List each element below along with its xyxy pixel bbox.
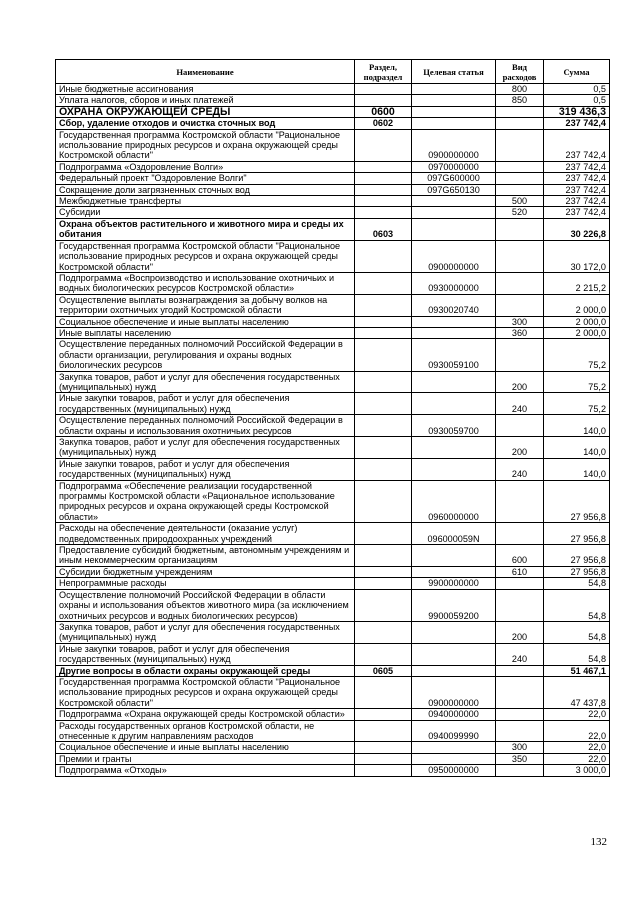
cell-target-article (412, 742, 496, 753)
cell-expense-type (496, 129, 544, 161)
cell-expense-type (496, 118, 544, 129)
cell-target-article: 9900059200 (412, 589, 496, 621)
cell-target-article: 0950000000 (412, 765, 496, 776)
table-row (56, 173, 610, 184)
cell-target-article: 0900000000 (412, 676, 496, 708)
cell-sum: 0,5 (544, 95, 610, 106)
cell-target-article (412, 196, 496, 207)
cell-section (355, 339, 412, 371)
cell-section (355, 161, 412, 172)
cell-expense-type: 500 (496, 196, 544, 207)
cell-name: Охрана объектов растительного и животного мира и среды их обитания (56, 218, 355, 240)
cell-sum: 22,0 (544, 720, 610, 742)
cell-name: Осуществление полномочий Российской Федерации в области охраны и использования объектов животного мира (за исключением охотничьих ресурсов и водных биологических ресурсов) (56, 589, 355, 621)
cell-section (355, 480, 412, 523)
cell-expense-type (496, 294, 544, 316)
cell-expense-type (496, 218, 544, 240)
cell-section (355, 294, 412, 316)
cell-expense-type: 240 (496, 393, 544, 415)
cell-name: Социальное обеспечение и иные выплаты населению (56, 316, 355, 327)
cell-sum: 22,0 (544, 709, 610, 720)
cell-target-article: 096000059N (412, 523, 496, 545)
cell-sum: 54,8 (544, 589, 610, 621)
table-row (56, 665, 610, 676)
table-row (56, 95, 610, 106)
cell-name: Государственная программа Костромской области "Рациональное использование природных ресурсов и охрана окружающей среды Костромской области" (56, 240, 355, 272)
cell-expense-type: 350 (496, 753, 544, 764)
header-section: Раздел, подраздел (355, 60, 412, 84)
cell-section (355, 196, 412, 207)
table-row (56, 566, 610, 577)
cell-target-article (412, 207, 496, 218)
cell-sum: 2 000,0 (544, 316, 610, 327)
cell-name: Межбюджетные трансферты (56, 196, 355, 207)
cell-expense-type (496, 676, 544, 708)
cell-target-article (412, 545, 496, 567)
cell-expense-type (496, 578, 544, 589)
cell-sum: 237 742,4 (544, 207, 610, 218)
cell-sum: 3 000,0 (544, 765, 610, 776)
budget-table (55, 59, 610, 777)
table-header-row (56, 60, 610, 84)
table-body (56, 84, 610, 777)
table-row (56, 294, 610, 316)
table-row (56, 589, 610, 621)
cell-target-article (412, 566, 496, 577)
table-row (56, 742, 610, 753)
cell-target-article: 0930020740 (412, 294, 496, 316)
cell-sum: 54,8 (544, 578, 610, 589)
cell-name: Подпрограмма «Отходы» (56, 765, 355, 776)
cell-section (355, 709, 412, 720)
table-row (56, 129, 610, 161)
cell-sum: 27 956,8 (544, 523, 610, 545)
cell-section (355, 272, 412, 294)
cell-name: Осуществление выплаты вознаграждения за добычу волков на территории охотничьих угодий Костромской области (56, 294, 355, 316)
table-row (56, 106, 610, 117)
cell-section (355, 240, 412, 272)
cell-sum: 140,0 (544, 458, 610, 480)
cell-target-article (412, 118, 496, 129)
cell-target-article: 0960000000 (412, 480, 496, 523)
table-row (56, 316, 610, 327)
cell-section (355, 173, 412, 184)
cell-section (355, 371, 412, 393)
cell-target-article: 0940099990 (412, 720, 496, 742)
cell-sum: 140,0 (544, 437, 610, 459)
cell-section (355, 95, 412, 106)
cell-sum: 319 436,3 (544, 106, 610, 117)
cell-section (355, 316, 412, 327)
table-row (56, 161, 610, 172)
cell-expense-type (496, 173, 544, 184)
cell-sum: 2 000,0 (544, 327, 610, 338)
cell-section (355, 765, 412, 776)
cell-section (355, 643, 412, 665)
cell-section: 0602 (355, 118, 412, 129)
cell-sum: 51 467,1 (544, 665, 610, 676)
cell-name: ОХРАНА ОКРУЖАЮЩЕЙ СРЕДЫ (56, 106, 355, 117)
table-row (56, 240, 610, 272)
cell-section (355, 184, 412, 195)
cell-name: Федеральный проект "Оздоровление Волги" (56, 173, 355, 184)
cell-sum: 30 226,8 (544, 218, 610, 240)
cell-name: Расходы на обеспечение деятельности (оказание услуг) подведомственных природоохранных учреждений (56, 523, 355, 545)
cell-expense-type: 600 (496, 545, 544, 567)
cell-expense-type (496, 665, 544, 676)
cell-section (355, 327, 412, 338)
table-row (56, 720, 610, 742)
cell-expense-type: 360 (496, 327, 544, 338)
cell-sum: 2 000,0 (544, 294, 610, 316)
table-row (56, 765, 610, 776)
header-name: Наименование (56, 60, 355, 84)
cell-expense-type (496, 184, 544, 195)
cell-sum: 54,8 (544, 621, 610, 643)
table-row (56, 480, 610, 523)
cell-target-article: 0930000000 (412, 272, 496, 294)
cell-target-article (412, 327, 496, 338)
cell-target-article (412, 316, 496, 327)
cell-expense-type (496, 765, 544, 776)
cell-expense-type (496, 720, 544, 742)
cell-name: Иные выплаты населению (56, 327, 355, 338)
cell-name: Подпрограмма «Охрана окружающей среды Костромской области» (56, 709, 355, 720)
cell-name: Подпрограмма «Обеспечение реализации государственной программы Костромской области «Рациональное использование природных ресурсов и охрана окружающей среды Костромской области» (56, 480, 355, 523)
cell-name: Предоставление субсидий бюджетным, автономным учреждениям и иным некоммерческим организациям (56, 545, 355, 567)
cell-sum: 140,0 (544, 415, 610, 437)
cell-expense-type (496, 272, 544, 294)
cell-expense-type (496, 523, 544, 545)
cell-name: Непрограммные расходы (56, 578, 355, 589)
cell-name: Закупка товаров, работ и услуг для обеспечения государственных (муниципальных) нужд (56, 437, 355, 459)
cell-name: Государственная программа Костромской области "Рациональное использование природных ресурсов и охрана окружающей среды Костромской области" (56, 129, 355, 161)
table-row (56, 196, 610, 207)
cell-expense-type: 300 (496, 742, 544, 753)
cell-sum: 27 956,8 (544, 566, 610, 577)
cell-target-article: 097G650130 (412, 184, 496, 195)
cell-section (355, 720, 412, 742)
cell-expense-type: 520 (496, 207, 544, 218)
cell-target-article: 0940000000 (412, 709, 496, 720)
cell-name: Социальное обеспечение и иные выплаты населению (56, 742, 355, 753)
cell-expense-type (496, 339, 544, 371)
table-row (56, 393, 610, 415)
cell-section (355, 84, 412, 95)
cell-expense-type: 610 (496, 566, 544, 577)
cell-section (355, 589, 412, 621)
cell-sum: 237 742,4 (544, 173, 610, 184)
table-row (56, 184, 610, 195)
cell-section (355, 207, 412, 218)
table-row (56, 371, 610, 393)
cell-expense-type (496, 480, 544, 523)
cell-name: Государственная программа Костромской области "Рациональное использование природных ресурсов и охрана окружающей среды Костромской области" (56, 676, 355, 708)
cell-section: 0600 (355, 106, 412, 117)
cell-sum: 47 437,8 (544, 676, 610, 708)
cell-target-article: 0930059700 (412, 415, 496, 437)
cell-expense-type: 200 (496, 371, 544, 393)
table-row (56, 753, 610, 764)
cell-expense-type (496, 161, 544, 172)
table-row (56, 272, 610, 294)
cell-expense-type: 850 (496, 95, 544, 106)
cell-name: Премии и гранты (56, 753, 355, 764)
cell-name: Сокращение доли загрязненных сточных вод (56, 184, 355, 195)
cell-name: Осуществление переданных полномочий Российской Федерации в области охраны и использования охотничьих ресурсов (56, 415, 355, 437)
cell-expense-type (496, 240, 544, 272)
cell-sum: 0,5 (544, 84, 610, 95)
cell-sum: 237 742,4 (544, 129, 610, 161)
cell-target-article: 0970000000 (412, 161, 496, 172)
cell-target-article: 097G600000 (412, 173, 496, 184)
cell-name: Субсидии (56, 207, 355, 218)
cell-sum: 54,8 (544, 643, 610, 665)
cell-name: Другие вопросы в области охраны окружающей среды (56, 665, 355, 676)
cell-expense-type: 800 (496, 84, 544, 95)
cell-section (355, 545, 412, 567)
header-sum: Сумма (544, 60, 610, 84)
cell-name: Субсидии бюджетным учреждениям (56, 566, 355, 577)
cell-section (355, 753, 412, 764)
cell-expense-type (496, 709, 544, 720)
table-row (56, 437, 610, 459)
cell-section (355, 437, 412, 459)
cell-target-article: 9900000000 (412, 578, 496, 589)
header-target: Целевая статья (412, 60, 496, 84)
cell-expense-type (496, 589, 544, 621)
table-row (56, 118, 610, 129)
cell-sum: 237 742,4 (544, 184, 610, 195)
cell-name: Иные закупки товаров, работ и услуг для обеспечения государственных (муниципальных) нужд (56, 458, 355, 480)
cell-section (355, 523, 412, 545)
table-row (56, 327, 610, 338)
cell-sum: 27 956,8 (544, 480, 610, 523)
header-type: Вид расходов (496, 60, 544, 84)
cell-expense-type (496, 415, 544, 437)
cell-target-article (412, 371, 496, 393)
cell-section: 0605 (355, 665, 412, 676)
cell-section (355, 566, 412, 577)
cell-name: Иные закупки товаров, работ и услуг для обеспечения государственных (муниципальных) нужд (56, 643, 355, 665)
cell-target-article (412, 84, 496, 95)
cell-target-article (412, 643, 496, 665)
cell-name: Расходы государственных органов Костромской области, не отнесенные к другим направлениям расходов (56, 720, 355, 742)
cell-target-article (412, 437, 496, 459)
cell-expense-type: 300 (496, 316, 544, 327)
cell-name: Иные закупки товаров, работ и услуг для обеспечения государственных (муниципальных) нужд (56, 393, 355, 415)
cell-expense-type: 200 (496, 621, 544, 643)
cell-name: Закупка товаров, работ и услуг для обеспечения государственных (муниципальных) нужд (56, 371, 355, 393)
cell-target-article: 0930059100 (412, 339, 496, 371)
cell-target-article (412, 106, 496, 117)
cell-section (355, 578, 412, 589)
table-row (56, 415, 610, 437)
cell-target-article (412, 218, 496, 240)
cell-sum: 27 956,8 (544, 545, 610, 567)
table-row (56, 578, 610, 589)
cell-section (355, 129, 412, 161)
cell-expense-type: 200 (496, 437, 544, 459)
cell-section (355, 458, 412, 480)
cell-name: Сбор, удаление отходов и очистка сточных вод (56, 118, 355, 129)
cell-name: Иные бюджетные ассигнования (56, 84, 355, 95)
table-row (56, 545, 610, 567)
cell-sum: 2 215,2 (544, 272, 610, 294)
cell-sum: 75,2 (544, 339, 610, 371)
table-row (56, 676, 610, 708)
table-row (56, 458, 610, 480)
cell-expense-type: 240 (496, 458, 544, 480)
cell-target-article (412, 95, 496, 106)
cell-expense-type (496, 106, 544, 117)
table-row (56, 207, 610, 218)
cell-name: Подпрограмма «Оздоровление Волги» (56, 161, 355, 172)
cell-target-article: 0900000000 (412, 129, 496, 161)
cell-expense-type: 240 (496, 643, 544, 665)
cell-name: Уплата налогов, сборов и иных платежей (56, 95, 355, 106)
cell-section (355, 742, 412, 753)
cell-target-article (412, 753, 496, 764)
cell-name: Закупка товаров, работ и услуг для обеспечения государственных (муниципальных) нужд (56, 621, 355, 643)
cell-sum: 237 742,4 (544, 118, 610, 129)
table-row (56, 621, 610, 643)
cell-sum: 22,0 (544, 742, 610, 753)
cell-name: Подпрограмма «Воспроизводство и использование охотничьих и водных биологических ресурсов Костромской области» (56, 272, 355, 294)
cell-target-article: 0900000000 (412, 240, 496, 272)
cell-section (355, 676, 412, 708)
cell-section (355, 621, 412, 643)
table-row (56, 339, 610, 371)
cell-target-article (412, 665, 496, 676)
cell-sum: 75,2 (544, 393, 610, 415)
table-row (56, 523, 610, 545)
cell-section (355, 415, 412, 437)
cell-target-article (412, 621, 496, 643)
cell-sum: 22,0 (544, 753, 610, 764)
table-row (56, 643, 610, 665)
cell-sum: 30 172,0 (544, 240, 610, 272)
cell-name: Осуществление переданных полномочий Российской Федерации в области организации, регулирования и охраны водных биологических ресурсов (56, 339, 355, 371)
cell-sum: 237 742,4 (544, 196, 610, 207)
cell-section (355, 393, 412, 415)
cell-sum: 237 742,4 (544, 161, 610, 172)
table-row (56, 84, 610, 95)
cell-sum: 75,2 (544, 371, 610, 393)
cell-target-article (412, 458, 496, 480)
cell-section: 0603 (355, 218, 412, 240)
table-row (56, 709, 610, 720)
cell-target-article (412, 393, 496, 415)
page-number: 132 (590, 836, 607, 848)
table-row (56, 218, 610, 240)
